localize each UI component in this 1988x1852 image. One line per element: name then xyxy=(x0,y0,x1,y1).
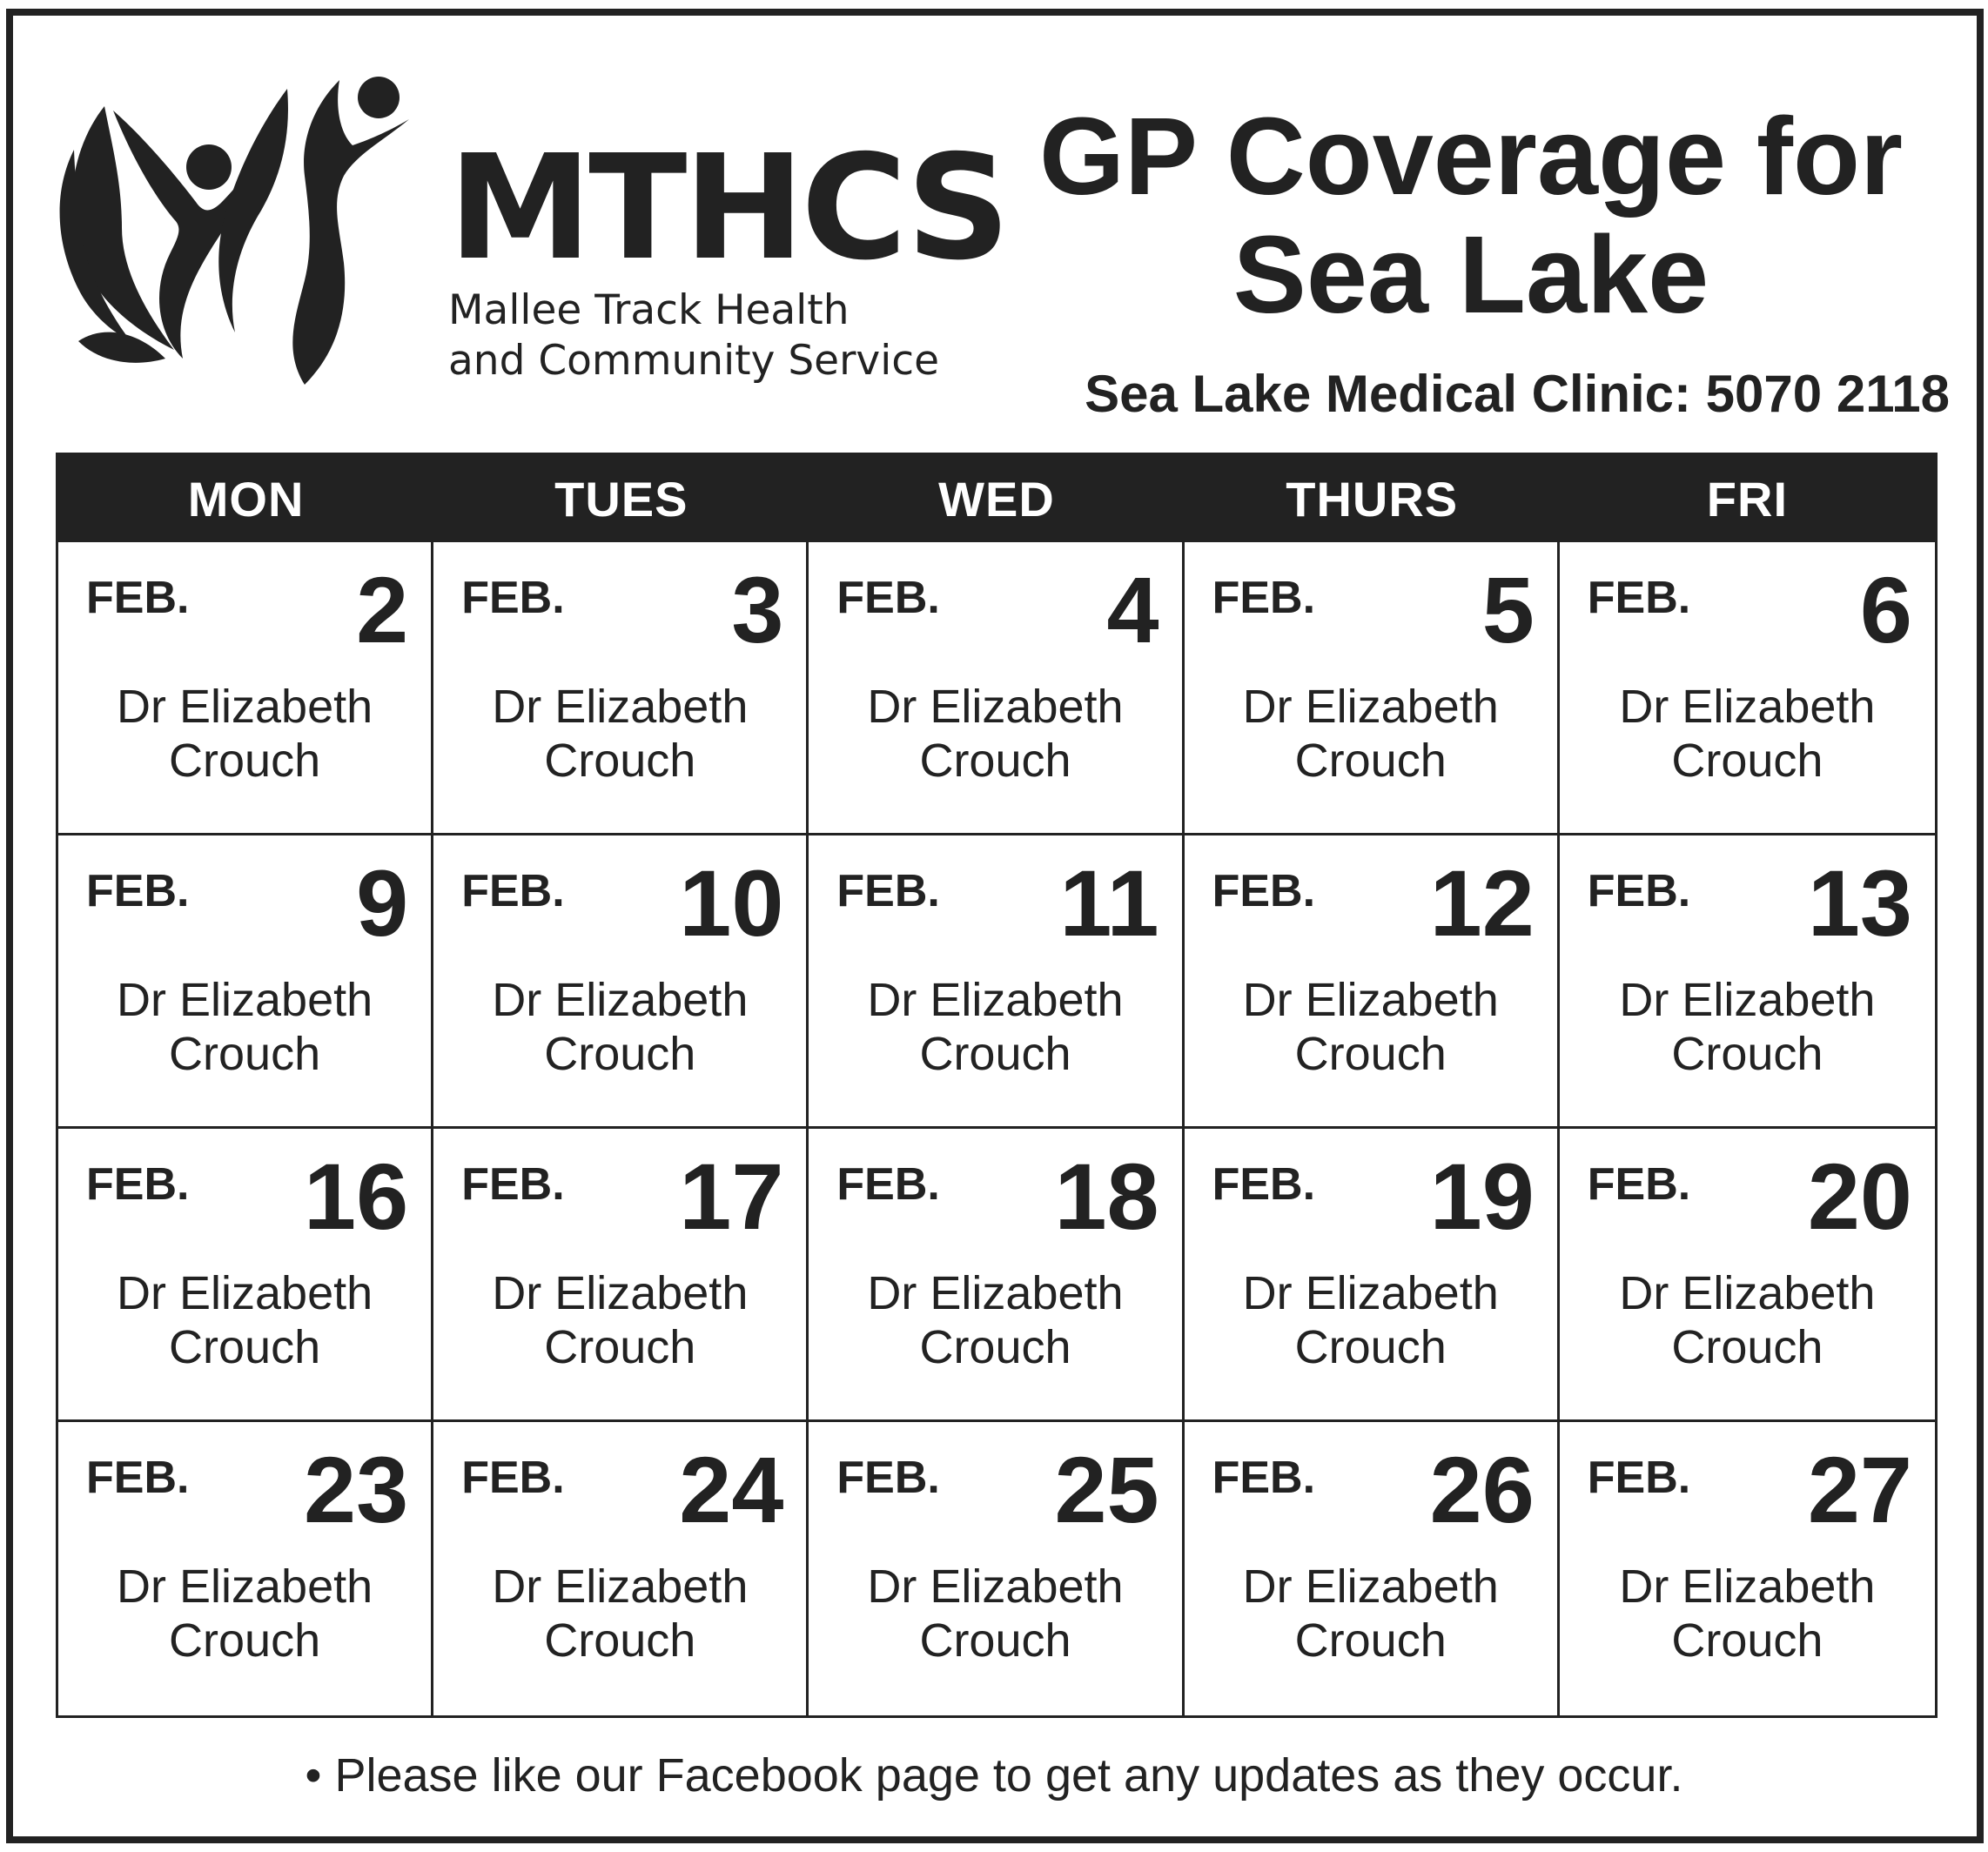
day-number: 23 xyxy=(304,1437,409,1542)
day-month: FEB. xyxy=(86,1159,190,1210)
day-doctor xyxy=(1560,1266,1935,1374)
day-doctor xyxy=(58,1266,431,1374)
day-number: 12 xyxy=(1429,850,1535,956)
day-doctor xyxy=(433,680,806,788)
day-cell xyxy=(809,542,1184,835)
day-month: FEB. xyxy=(86,866,190,916)
doctor-last-name: Crouch xyxy=(1671,1028,1823,1080)
day-month: FEB. xyxy=(461,1159,565,1210)
day-cell xyxy=(58,1129,433,1422)
doctor-first-name: Dr Elizabeth xyxy=(1619,681,1876,733)
day-month: FEB. xyxy=(1587,866,1691,916)
day-cell xyxy=(1560,542,1935,835)
day-month: FEB. xyxy=(461,1453,565,1503)
day-number: 27 xyxy=(1807,1437,1912,1542)
day-cell xyxy=(1185,835,1560,1129)
day-number: 19 xyxy=(1429,1144,1535,1249)
day-cell xyxy=(1560,1422,1935,1715)
doctor-last-name: Crouch xyxy=(169,1614,321,1667)
day-cell xyxy=(1185,1422,1560,1715)
day-doctor xyxy=(809,680,1181,788)
day-number: 13 xyxy=(1807,850,1912,956)
day-doctor xyxy=(809,1266,1181,1374)
day-number: 10 xyxy=(679,850,784,956)
brand-block xyxy=(448,124,1007,386)
day-doctor xyxy=(809,1560,1181,1667)
day-cell xyxy=(433,542,809,835)
page-title-line1: GP Coverage for xyxy=(1038,95,1903,218)
doctor-last-name: Crouch xyxy=(1294,1321,1447,1373)
header-mon: MON xyxy=(187,471,305,527)
day-number: 9 xyxy=(356,850,409,956)
page-title-line2: Sea Lake xyxy=(1232,213,1709,336)
brand-name-line2: and Community Service xyxy=(448,337,940,385)
day-doctor xyxy=(1185,1266,1557,1374)
day-cell xyxy=(1185,1129,1560,1422)
day-month: FEB. xyxy=(1212,1453,1316,1503)
day-cell xyxy=(809,1422,1184,1715)
day-doctor xyxy=(1560,680,1935,788)
header-thurs: THURS xyxy=(1286,471,1459,527)
brand-abbreviation: MTHCS xyxy=(448,124,1007,292)
calendar-table xyxy=(56,453,1938,1718)
doctor-last-name: Crouch xyxy=(544,1028,696,1080)
day-cell xyxy=(809,1129,1184,1422)
doctor-last-name: Crouch xyxy=(1294,1028,1447,1080)
clinic-phone-line: Sea Lake Medical Clinic: 5070 2118 xyxy=(1085,365,1950,423)
doctor-first-name: Dr Elizabeth xyxy=(867,681,1124,733)
doctor-last-name: Crouch xyxy=(544,1321,696,1373)
day-number: 2 xyxy=(356,557,409,662)
day-doctor xyxy=(809,973,1181,1081)
day-month: FEB. xyxy=(836,866,940,916)
doctor-first-name: Dr Elizabeth xyxy=(1242,1267,1499,1319)
day-cell xyxy=(433,1422,809,1715)
day-number: 20 xyxy=(1807,1144,1912,1249)
doctor-last-name: Crouch xyxy=(919,1321,1071,1373)
day-doctor xyxy=(1185,680,1557,788)
doctor-last-name: Crouch xyxy=(919,1028,1071,1080)
brand-name-line1: Mallee Track Health xyxy=(448,286,850,334)
doctor-last-name: Crouch xyxy=(1294,735,1447,787)
doctor-last-name: Crouch xyxy=(169,735,321,787)
day-number: 17 xyxy=(679,1144,784,1249)
doctor-last-name: Crouch xyxy=(919,735,1071,787)
header-fri: FRI xyxy=(1706,471,1789,527)
calendar-grid xyxy=(58,542,1935,1715)
day-cell xyxy=(1560,835,1935,1129)
doctor-last-name: Crouch xyxy=(169,1321,321,1373)
day-month: FEB. xyxy=(86,573,190,623)
doctor-first-name: Dr Elizabeth xyxy=(1242,1560,1499,1613)
doctor-first-name: Dr Elizabeth xyxy=(1242,974,1499,1026)
doctor-first-name: Dr Elizabeth xyxy=(1619,1267,1876,1319)
day-number: 24 xyxy=(679,1437,784,1542)
day-month: FEB. xyxy=(461,866,565,916)
doctor-last-name: Crouch xyxy=(544,735,696,787)
people-flame-logo-icon xyxy=(52,71,435,393)
doctor-first-name: Dr Elizabeth xyxy=(117,974,373,1026)
footer-note: • Please like our Facebook page to get any updates as they occur. xyxy=(305,1749,1683,1802)
day-cell xyxy=(433,1129,809,1422)
day-number: 11 xyxy=(1059,850,1159,956)
day-number: 3 xyxy=(731,557,784,662)
day-month: FEB. xyxy=(1587,1453,1691,1503)
doctor-first-name: Dr Elizabeth xyxy=(1619,1560,1876,1613)
day-doctor xyxy=(58,1560,431,1667)
day-number: 18 xyxy=(1054,1144,1159,1249)
day-number: 5 xyxy=(1481,557,1535,662)
doctor-first-name: Dr Elizabeth xyxy=(1619,974,1876,1026)
day-month: FEB. xyxy=(461,573,565,623)
day-doctor xyxy=(58,680,431,788)
doctor-first-name: Dr Elizabeth xyxy=(1242,681,1499,733)
day-doctor xyxy=(1185,1560,1557,1667)
header-tues: TUES xyxy=(554,471,688,527)
day-cell xyxy=(58,835,433,1129)
doctor-first-name: Dr Elizabeth xyxy=(117,1560,373,1613)
header-wed: WED xyxy=(938,471,1055,527)
day-number: 16 xyxy=(304,1144,409,1249)
day-doctor xyxy=(1560,973,1935,1081)
doctor-last-name: Crouch xyxy=(1671,1321,1823,1373)
day-cell xyxy=(433,835,809,1129)
doctor-first-name: Dr Elizabeth xyxy=(492,1267,749,1319)
day-cell xyxy=(58,542,433,835)
day-doctor xyxy=(433,1560,806,1667)
doctor-last-name: Crouch xyxy=(1671,735,1823,787)
day-number: 4 xyxy=(1106,557,1159,662)
day-month: FEB. xyxy=(836,1453,940,1503)
calendar-header-row xyxy=(58,455,1935,542)
day-month: FEB. xyxy=(1212,573,1316,623)
doctor-last-name: Crouch xyxy=(919,1614,1071,1667)
doctor-first-name: Dr Elizabeth xyxy=(492,974,749,1026)
day-month: FEB. xyxy=(836,573,940,623)
doctor-first-name: Dr Elizabeth xyxy=(867,1267,1124,1319)
doctor-last-name: Crouch xyxy=(544,1614,696,1667)
day-number: 26 xyxy=(1429,1437,1535,1542)
doctor-first-name: Dr Elizabeth xyxy=(492,1560,749,1613)
doctor-first-name: Dr Elizabeth xyxy=(867,1560,1124,1613)
day-doctor xyxy=(433,973,806,1081)
doctor-last-name: Crouch xyxy=(169,1028,321,1080)
day-month: FEB. xyxy=(1587,1159,1691,1210)
doctor-first-name: Dr Elizabeth xyxy=(492,681,749,733)
day-month: FEB. xyxy=(1212,1159,1316,1210)
day-doctor xyxy=(1560,1560,1935,1667)
day-cell xyxy=(809,835,1184,1129)
day-month: FEB. xyxy=(86,1453,190,1503)
day-cell xyxy=(1185,542,1560,835)
doctor-first-name: Dr Elizabeth xyxy=(117,1267,373,1319)
doctor-last-name: Crouch xyxy=(1671,1614,1823,1667)
day-doctor xyxy=(58,973,431,1081)
day-doctor xyxy=(1185,973,1557,1081)
doctor-first-name: Dr Elizabeth xyxy=(867,974,1124,1026)
day-month: FEB. xyxy=(1212,866,1316,916)
day-cell xyxy=(1560,1129,1935,1422)
day-month: FEB. xyxy=(1587,573,1691,623)
doctor-last-name: Crouch xyxy=(1294,1614,1447,1667)
page-title xyxy=(975,97,1967,334)
day-number: 25 xyxy=(1054,1437,1159,1542)
doctor-first-name: Dr Elizabeth xyxy=(117,681,373,733)
day-cell xyxy=(58,1422,433,1715)
day-month: FEB. xyxy=(836,1159,940,1210)
day-doctor xyxy=(433,1266,806,1374)
day-number: 6 xyxy=(1859,557,1912,662)
